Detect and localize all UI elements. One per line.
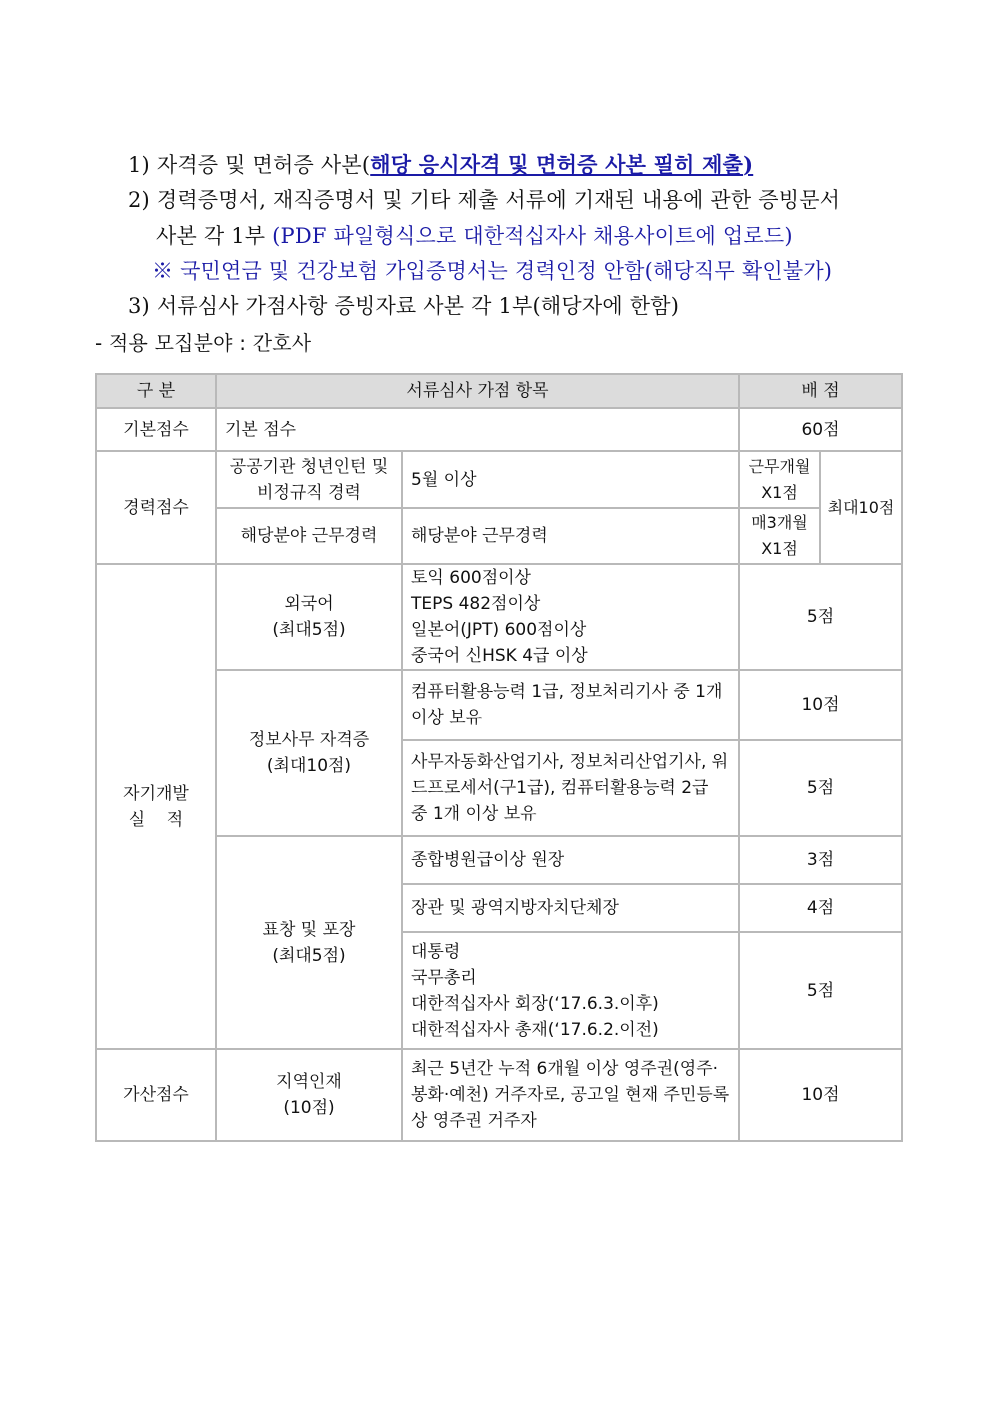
item-2-upload-note: (PDF 파일형식으로 대한적십자사 채용사이트에 업로드)	[272, 224, 793, 248]
item-1-suffix: )	[743, 152, 754, 177]
award-max: (최대5점)	[272, 945, 346, 966]
basic-item: 기본 점수	[216, 408, 739, 451]
selfdev-category	[96, 564, 216, 1049]
award-item: 국무총리	[411, 967, 477, 988]
item-1	[128, 149, 753, 179]
award-item: 대통령	[411, 941, 461, 962]
it-item-1: 컴퓨터활용능력 1급, 정보처리기사 중 1개 이상 보유	[402, 670, 739, 740]
table-row	[96, 564, 902, 670]
career-category: 경력점수	[96, 451, 216, 564]
it-sub	[216, 670, 402, 836]
it-item-2: 사무자동화산업기사, 정보처리산업기사, 워드프로세서(구1급), 컴퓨터활용능력 2급 중 1개 이상 보유	[402, 740, 739, 836]
career-max: 최대10점	[820, 451, 902, 564]
lang-item: 토익 600점이상	[411, 568, 531, 588]
career-sub-1: 공공기관 청년인턴 및 비정규직 경력	[216, 451, 402, 508]
item-1-emphasis: 해당 응시자격 및 면허증 사본 필히 제출	[370, 152, 744, 177]
career-unit-1	[739, 451, 820, 508]
lang-sub	[216, 564, 402, 670]
bonus-sub	[216, 1049, 402, 1141]
table-row	[96, 508, 902, 564]
career-item-1: 5월 이상	[402, 451, 739, 508]
lang-item: TEPS 482점이상	[411, 594, 541, 614]
selfdev-category-b: 실 적	[128, 809, 184, 830]
career-unit-2-b: X1점	[761, 539, 798, 558]
career-unit-2-a: 매3개월	[751, 513, 808, 532]
basic-score: 60점	[739, 408, 902, 451]
header-category: 구 분	[96, 374, 216, 408]
award-item: 대한적십자사 총재(‘17.6.2.이전)	[411, 1019, 659, 1040]
table-row	[96, 451, 902, 508]
selfdev-category-a: 자기개발	[123, 783, 189, 804]
it-score-1: 10점	[739, 670, 902, 740]
lang-item: 일본어(JPT) 600점이상	[411, 620, 587, 640]
award-score-1: 3점	[739, 836, 902, 884]
award-title: 표창 및 포장	[262, 919, 356, 940]
career-unit-1-b: X1점	[761, 482, 798, 502]
career-unit-1-a: 근무개월	[748, 456, 811, 476]
award-item: 대한적십자사 회장(‘17.6.3.이후)	[411, 993, 659, 1014]
lang-title: 외국어	[284, 594, 334, 614]
award-sub	[216, 836, 402, 1049]
applies-field: - 적용 모집분야 : 간호사	[95, 331, 312, 355]
table-row	[96, 836, 902, 884]
career-unit-2	[739, 508, 820, 564]
award-items-3	[402, 932, 739, 1049]
bonus-title: 지역인재	[276, 1072, 342, 1092]
header-item: 서류심사 가점 항목	[216, 374, 739, 408]
basic-category: 기본점수	[96, 408, 216, 451]
item-2-line-1: 2) 경력증명서, 재직증명서 및 기타 제출 서류에 기재된 내용에 관한 증빙문서	[128, 188, 841, 212]
lang-items	[402, 564, 739, 670]
bonus-score: 10점	[739, 1049, 902, 1141]
score-table	[95, 373, 903, 1142]
pension-note: ※ 국민연금 및 건강보험 가입증명서는 경력인정 안함(해당직무 확인불가)	[152, 259, 833, 283]
header-score: 배 점	[739, 374, 902, 408]
item-1-prefix: 1) 자격증 및 면허증 사본(	[128, 153, 371, 177]
lang-score: 5점	[739, 564, 902, 670]
it-score-2: 5점	[739, 740, 902, 836]
it-title: 정보사무 자격증	[248, 730, 370, 750]
award-item-1: 종합병원급이상 원장	[402, 836, 739, 884]
bonus-category: 가산점수	[96, 1049, 216, 1141]
item-3: 3) 서류심사 가점사항 증빙자료 사본 각 1부(해당자에 한함)	[128, 294, 680, 318]
lang-item: 중국어 신HSK 4급 이상	[411, 646, 588, 666]
bonus-item: 최근 5년간 누적 6개월 이상 영주권(영주·봉화·예천) 거주자로, 공고일 현재 주민등록상 영주권 거주자	[402, 1049, 739, 1141]
career-sub-2: 해당분야 근무경력	[216, 508, 402, 564]
award-score-2: 4점	[739, 884, 902, 932]
career-item-2: 해당분야 근무경력	[402, 508, 739, 564]
award-score-3: 5점	[739, 932, 902, 1049]
lang-max: (최대5점)	[272, 620, 346, 640]
item-2-prefix: 사본 각 1부	[156, 224, 273, 248]
bonus-max: (10점)	[283, 1098, 335, 1118]
item-2-line-2	[156, 220, 793, 250]
it-max: (최대10점)	[266, 756, 352, 776]
award-item-2: 장관 및 광역지방자치단체장	[402, 884, 739, 932]
table-header-row	[96, 374, 902, 408]
table-row	[96, 670, 902, 740]
table-row	[96, 408, 902, 451]
table-row	[96, 1049, 902, 1141]
